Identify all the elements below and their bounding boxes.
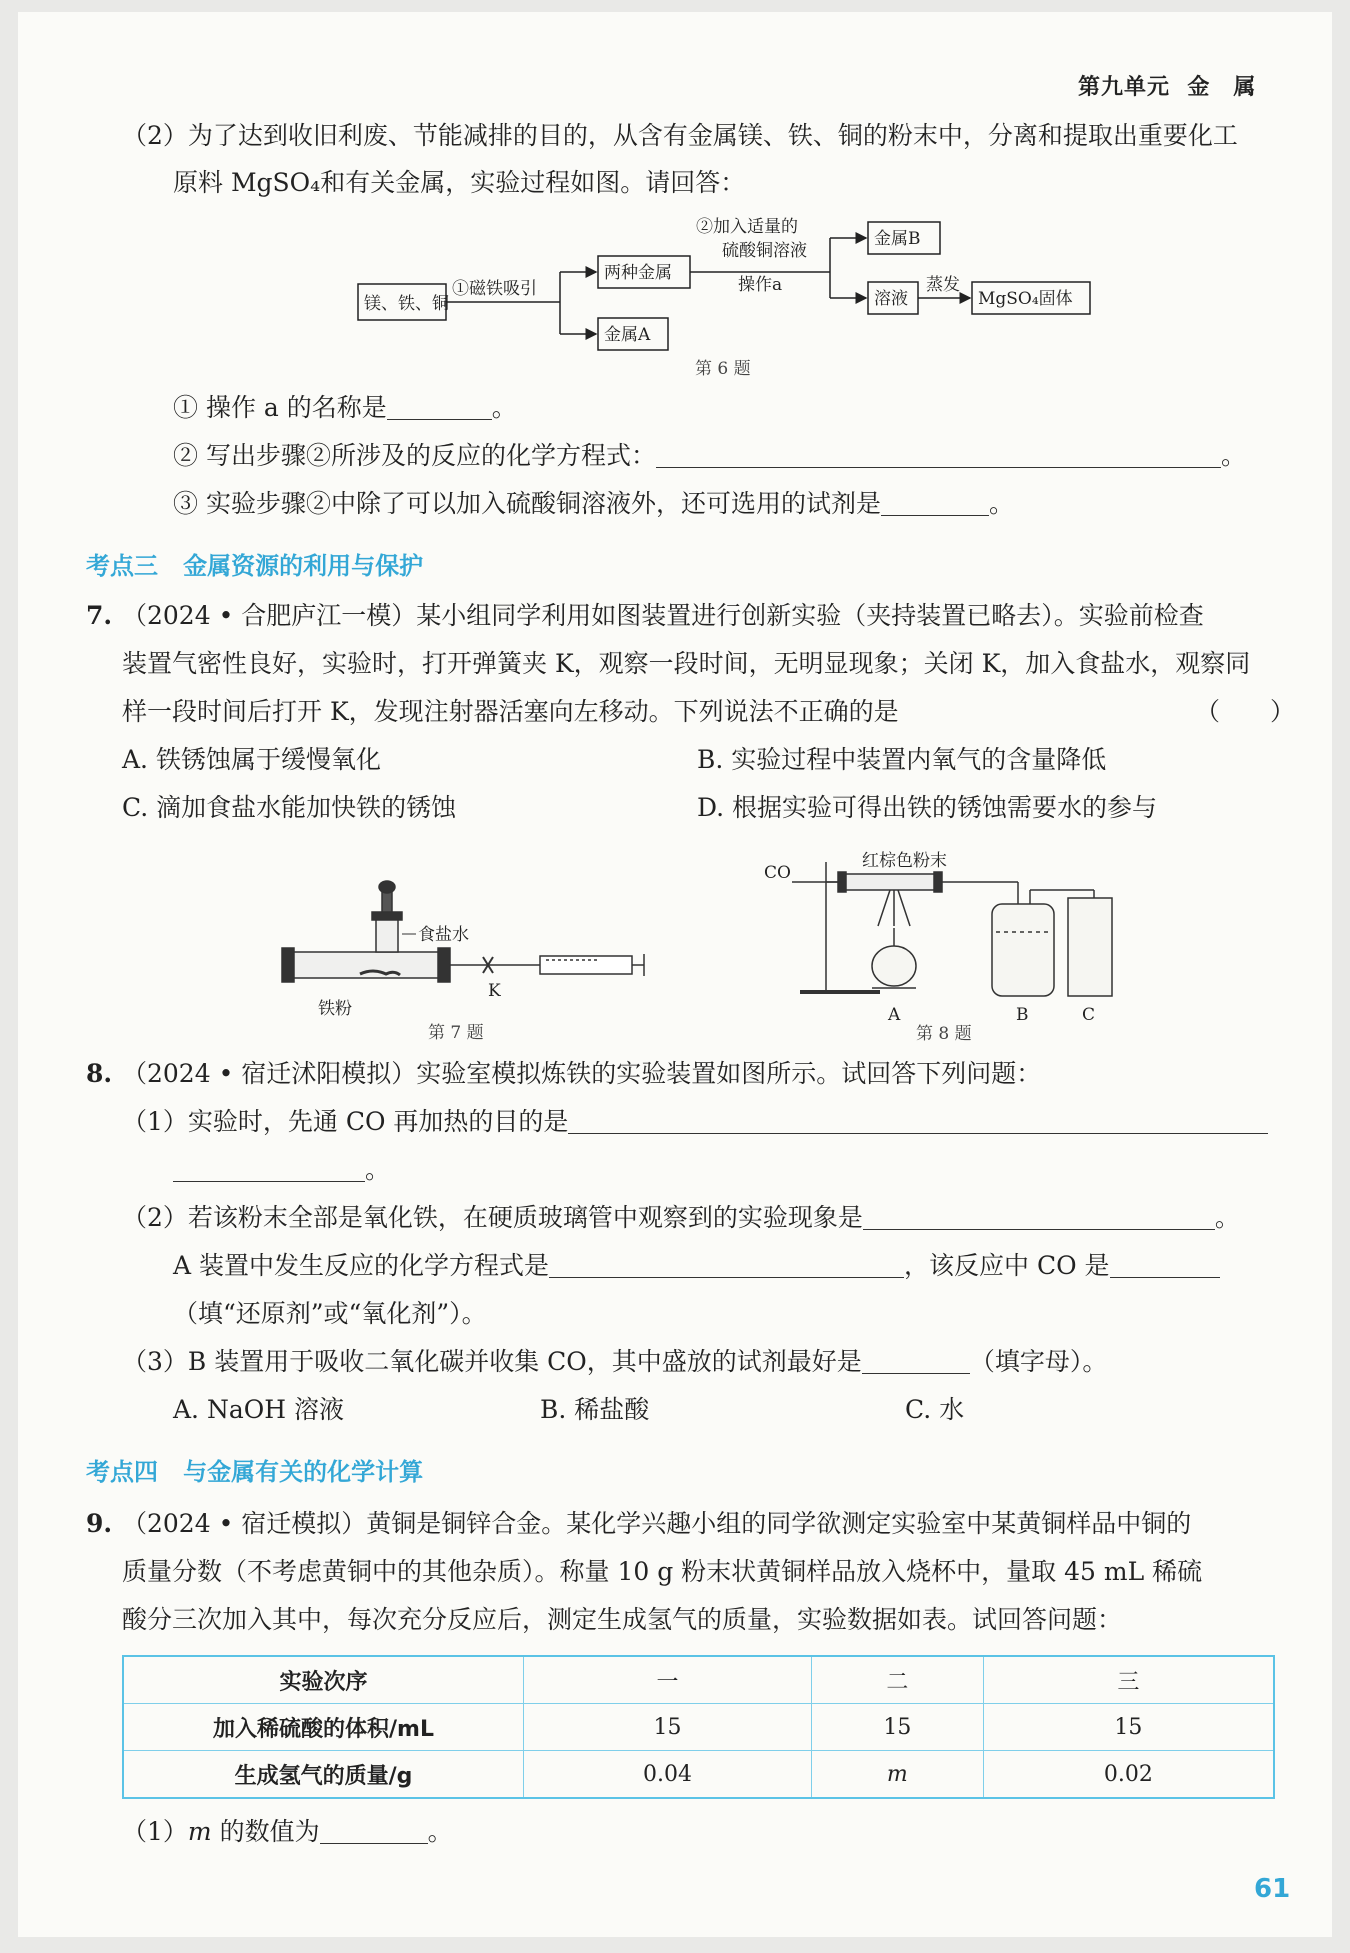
q8-option-c: C. 水: [905, 1395, 965, 1424]
table-row: [123, 1656, 1274, 1704]
q7-option-a: A. 铁锈蚀属于缓慢氧化: [122, 745, 381, 774]
text-step1: ①磁铁吸引: [452, 279, 537, 299]
q7-option-d: D. 根据实验可得出铁的锈蚀需要水的参与: [697, 793, 1158, 822]
stopper-left: [282, 948, 294, 982]
table-cell: 三: [983, 1656, 1274, 1704]
q9-sub1: （1）m 的数值为 。: [122, 1817, 453, 1846]
table-row: [123, 1704, 1274, 1751]
unit-title: 金 属: [1187, 75, 1257, 100]
q8-line1: （2024 • 宿迁沭阳模拟）实验室模拟炼铁的实验装置如图所示。试回答下列问题：: [122, 1059, 1042, 1088]
q6-caption: 第 6 题: [695, 359, 751, 379]
table-cell: 实验次序: [123, 1656, 524, 1704]
q8-p2a-text: （2）若该粉末全部是氧化铁，在硬质玻璃管中观察到的实验现象是: [122, 1203, 863, 1232]
q7-option-b: B. 实验过程中装置内氧气的含量降低: [697, 745, 1107, 774]
answer-blank[interactable]: [320, 1819, 428, 1844]
alcohol-lamp: [872, 946, 916, 986]
text-metal-b: 金属B: [874, 229, 921, 249]
table-cell: 二: [811, 1656, 983, 1704]
table-cell: 生成氢气的质量/g: [123, 1751, 524, 1799]
answer-blank[interactable]: [173, 1157, 365, 1182]
section3-label: 考点三: [86, 552, 158, 580]
q7-line3: 样一段时间后打开 K，发现注射器活塞向左移动。下列说法不正确的是: [122, 697, 899, 726]
stopper-right: [438, 948, 450, 982]
q8-number: 8.: [86, 1059, 113, 1088]
q8-p3-text: （3）B 装置用于吸收二氧化碳并收集 CO，其中盛放的试剂最好是: [122, 1347, 862, 1376]
table-cell: 一: [524, 1656, 812, 1704]
unit-header: [1078, 70, 1256, 101]
q6-sub1: ① 操作 a 的名称是 。: [173, 393, 517, 422]
table-cell: 15: [983, 1704, 1274, 1751]
label-b: B: [1016, 1005, 1029, 1025]
flame: [878, 890, 910, 926]
q9-sub1-var: m: [187, 1817, 212, 1846]
hard-glass-tube: [842, 874, 938, 890]
q6-flow-diagram: [350, 212, 1100, 382]
answer-blank[interactable]: [387, 395, 492, 420]
top-stopper: [372, 912, 402, 920]
q7-number: 7.: [86, 601, 113, 630]
q9-sub1-prefix: （1）: [122, 1817, 188, 1846]
text-step2-line3: 操作a: [738, 275, 783, 295]
section4-heading: [86, 1452, 423, 1487]
q6-intro-line2: 原料 MgSO₄和有关金属，实验过程如图。请回答：: [173, 168, 746, 197]
page-number: 61: [1254, 1874, 1291, 1904]
bottle-b: [992, 904, 1054, 996]
answer-blank[interactable]: [568, 1109, 1268, 1134]
q8-p3: [122, 1346, 1107, 1378]
tube-stopper: [934, 872, 942, 892]
text-start: 镁、铁、铜: [364, 294, 449, 314]
answer-blank[interactable]: [881, 491, 989, 516]
q8-p2a: （2）若该粉末全部是氧化铁，在硬质玻璃管中观察到的实验现象是 。: [122, 1203, 1240, 1232]
answer-blank[interactable]: [1110, 1253, 1220, 1278]
q9-data-table: [122, 1655, 1275, 1799]
section4-label: 考点四: [86, 1458, 158, 1486]
q9-sub1-text: 的数值为: [211, 1817, 320, 1846]
q8-p2b1-text: A 装置中发生反应的化学方程式是: [173, 1251, 550, 1280]
q9-number: 9.: [86, 1509, 113, 1538]
text-solution: 溶液: [874, 289, 908, 309]
label-co: CO: [764, 863, 791, 883]
q8-p1-text: （1）实验时，先通 CO 再加热的目的是: [122, 1107, 569, 1136]
table-cell: m: [811, 1751, 983, 1799]
q7-answer-bracket[interactable]: （ ）: [1195, 697, 1296, 726]
text-metal-a: 金属A: [604, 325, 651, 345]
table-cell: 0.04: [524, 1751, 812, 1799]
text-mgso4: MgSO₄固体: [978, 289, 1073, 309]
fig8-caption: 第 8 题: [916, 1024, 972, 1042]
section3-heading: [86, 546, 423, 581]
section4-title: 与金属有关的化学计算: [183, 1458, 424, 1486]
label-iron-powder: 铁粉: [318, 999, 352, 1019]
q9-line3: 酸分三次加入其中，每次充分反应后，测定生成氢气的质量，实验数据如表。试回答问题：: [122, 1605, 1123, 1634]
table-cell: 加入稀硫酸的体积/mL: [123, 1704, 524, 1751]
q9-line2: 质量分数（不考虑黄铜中的其他杂质）。称量 10 g 粉末状黄铜样品放入烧杯中，量取 45 mL 稀硫: [122, 1557, 1203, 1586]
q8-p1-cont: 。: [173, 1154, 390, 1186]
q7-option-c: C. 滴加食盐水能加快铁的锈蚀: [122, 793, 457, 822]
text-step2-line2: 硫酸铜溶液: [722, 241, 807, 261]
answer-blank[interactable]: [862, 1349, 970, 1374]
q6-intro-line1: （2）为了达到收旧利废、节能减排的目的，从含有金属镁、铁、铜的粉末中，分离和提取出重要化工: [122, 121, 1238, 150]
q8-p1: [122, 1106, 1268, 1138]
fig7-apparatus: [278, 872, 648, 1042]
q8-option-a: A. NaOH 溶液: [173, 1395, 344, 1424]
label-k: K: [488, 981, 501, 1001]
label-salt-water: 食盐水: [418, 925, 469, 945]
answer-blank[interactable]: [549, 1253, 904, 1278]
table-cell: 15: [811, 1704, 983, 1751]
q7-line1: （2024 • 合肥庐江一模）某小组同学利用如图装置进行创新实验（夹持装置已略去）。实验前检查: [122, 601, 1204, 630]
label-a: A: [888, 1005, 901, 1025]
glass-tube: [286, 952, 446, 978]
text-evaporate: 蒸发: [926, 275, 960, 295]
section3-title: 金属资源的利用与保护: [183, 552, 424, 580]
q8-p2c: （填“还原剂”或“氧化剂”）。: [173, 1299, 487, 1328]
table-cell: 15: [524, 1704, 812, 1751]
answer-blank[interactable]: [863, 1205, 1215, 1230]
q8-p2b2-text: ，该反应中 CO 是: [904, 1251, 1110, 1280]
q6-sub1-text: ① 操作 a 的名称是: [173, 393, 387, 422]
q6-sub2-text: ② 写出步骤②所涉及的反应的化学方程式：: [173, 441, 656, 470]
q6-sub3-text: ③ 实验步骤②中除了可以加入硫酸铜溶液外，还可选用的试剂是: [173, 489, 881, 518]
text-two-metals: 两种金属: [604, 263, 672, 283]
q8-p3-tail: （填字母）。: [969, 1347, 1108, 1376]
table-row: [123, 1751, 1274, 1799]
table-cell: 0.02: [983, 1751, 1274, 1799]
dropper-bulb: [379, 881, 395, 893]
q8-option-b: B. 稀盐酸: [540, 1395, 650, 1424]
q6-sub2: ② 写出步骤②所涉及的反应的化学方程式： 。: [173, 441, 1246, 470]
label-c: C: [1082, 1005, 1096, 1025]
q9-line1: （2024 • 宿迁模拟）黄铜是铜锌合金。某化学兴趣小组的同学欲测定实验室中某黄铜样品中铜的: [122, 1509, 1192, 1538]
answer-blank[interactable]: [656, 443, 1221, 468]
q8-p2b: [173, 1250, 1220, 1282]
label-red-brown-powder: 红棕色粉末: [862, 851, 947, 871]
fig7-caption: 第 7 题: [428, 1023, 484, 1042]
beaker-c: [1068, 898, 1112, 996]
q7-line2: 装置气密性良好，实验时，打开弹簧夹 K，观察一段时间，无明显现象；关闭 K，加入食盐水，观察同: [122, 649, 1251, 678]
fig8-apparatus: [760, 842, 1130, 1042]
text-step2-line1: ②加入适量的: [696, 217, 798, 237]
q6-sub3: ③ 实验步骤②中除了可以加入硫酸铜溶液外，还可选用的试剂是 。: [173, 489, 1014, 518]
unit-label: 第九单元: [1078, 75, 1171, 100]
syringe-barrel: [540, 956, 632, 974]
